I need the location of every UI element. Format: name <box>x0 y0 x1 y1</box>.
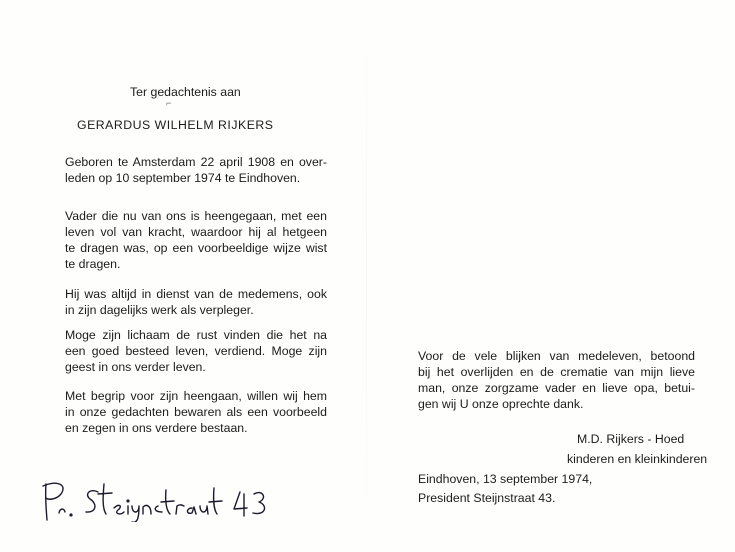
text-line: een goed besteed leven, verdiend. Moge zijn <box>65 344 327 358</box>
text-line: te dragen. <box>65 257 121 271</box>
text-line: Met begrip voor zijn heengaan, willen wij hem <box>65 389 327 403</box>
text-line: in zijn dagelijks werk als verpleger. <box>65 303 254 317</box>
text-line: Geboren te Amsterdam 22 april 1908 en over- <box>65 155 327 169</box>
text-line: Hij was altijd in dienst van de medemens, ook <box>65 287 327 301</box>
deceased-name: GERARDUS WILHELM RIJKERS <box>77 118 274 132</box>
text-line: te dragen was, op een voorbeeldige wijze wist <box>65 241 327 255</box>
memorial-heading: Ter gedachtenis aan <box>130 85 241 99</box>
thanks-paragraph <box>418 348 695 412</box>
paragraph-rest <box>65 327 327 375</box>
place-date: Eindhoven, 13 september 1974, <box>418 472 593 486</box>
text-line: in onze gedachten bewaren als een voorbeeld <box>65 405 327 419</box>
text-line: gen wij U onze oprechte dank. <box>418 397 584 411</box>
text-line: Voor de vele blijken van medeleven, betoond <box>418 349 695 363</box>
text-line: geest in ons verder leven. <box>65 360 206 374</box>
print-mark: ⌐ <box>166 98 172 108</box>
signature-family: kinderen en kleinkinderen <box>567 452 708 466</box>
card-fold-line <box>366 0 367 552</box>
text-line: leden op 10 september 1974 te Eindhoven. <box>65 171 301 185</box>
address: President Steijnstraat 43. <box>418 491 556 505</box>
text-line: Vader die nu van ons is heengegaan, met een <box>65 209 327 223</box>
paragraph-memory <box>65 388 327 436</box>
paragraph-father <box>65 208 327 272</box>
text-line: man, onze zorgzame vader en lieve opa, betui- <box>418 381 695 395</box>
handwritten-address-note <box>38 478 278 522</box>
paragraph-service <box>65 286 327 318</box>
signature-name: M.D. Rijkers - Hoed <box>577 432 685 446</box>
text-line: bij het overlijden en de crematie van mijn lieve <box>418 365 695 379</box>
text-line: leven vol van kracht, waardoor hij al hetgeen <box>65 225 327 239</box>
text-line: Moge zijn lichaam de rust vinden die het na <box>65 328 327 342</box>
birth-death-paragraph <box>65 154 327 186</box>
text-line: en zegen in ons verdere bestaan. <box>65 421 248 435</box>
